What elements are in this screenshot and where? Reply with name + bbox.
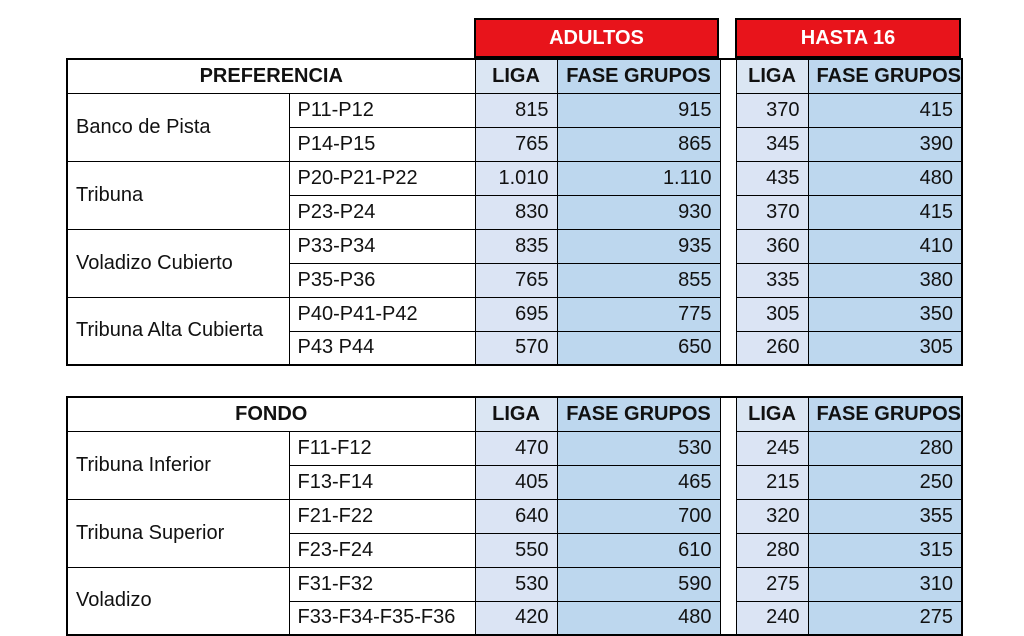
hasta16-liga-price: 215 [736,465,808,499]
column-gap [720,195,736,229]
sector-code: F13-F14 [289,465,475,499]
table-row [67,161,962,195]
column-gap [720,127,736,161]
hasta16-liga-price: 335 [736,263,808,297]
sector-code: P33-P34 [289,229,475,263]
adultos-fase-grupos-price: 480 [557,601,720,635]
hasta16-fase-grupos-price: 310 [808,567,962,601]
adultos-fase-grupos-header: FASE GRUPOS [557,59,720,93]
header-row [67,397,962,431]
hasta16-liga-price: 305 [736,297,808,331]
adultos-liga-price: 815 [475,93,557,127]
hasta16-fase-grupos-header: FASE GRUPOS [808,397,962,431]
hasta16-fase-grupos-price: 410 [808,229,962,263]
hasta16-fase-grupos-header: FASE GRUPOS [808,59,962,93]
sector-code: P43 P44 [289,331,475,365]
sector-code: P23-P24 [289,195,475,229]
hasta16-fase-grupos-price: 350 [808,297,962,331]
adultos-liga-price: 570 [475,331,557,365]
group-label: Tribuna Superior [67,499,289,567]
adultos-fase-grupos-price: 915 [557,93,720,127]
sector-code: P20-P21-P22 [289,161,475,195]
header-adultos: ADULTOS [474,18,719,58]
hasta16-liga-price: 280 [736,533,808,567]
header-row [67,59,962,93]
table-row [67,431,962,465]
adultos-liga-price: 420 [475,601,557,635]
sector-code: P40-P41-P42 [289,297,475,331]
column-gap [720,59,736,93]
group-label: Banco de Pista [67,93,289,161]
hasta16-fase-grupos-price: 250 [808,465,962,499]
table-row [67,567,962,601]
table-row [67,229,962,263]
hasta16-fase-grupos-price: 280 [808,431,962,465]
adultos-fase-grupos-price: 1.110 [557,161,720,195]
column-gap [720,229,736,263]
table-row [67,499,962,533]
adultos-fase-grupos-price: 530 [557,431,720,465]
column-gap [720,93,736,127]
adultos-fase-grupos-price: 465 [557,465,720,499]
sector-code: P11-P12 [289,93,475,127]
adultos-liga-price: 405 [475,465,557,499]
hasta16-liga-price: 360 [736,229,808,263]
sector-code: P14-P15 [289,127,475,161]
adultos-liga-header: LIGA [475,59,557,93]
hasta16-liga-price: 275 [736,567,808,601]
hasta16-fase-grupos-price: 390 [808,127,962,161]
adultos-fase-grupos-price: 935 [557,229,720,263]
column-gap [720,431,736,465]
fondo-table [66,396,963,636]
adultos-fase-grupos-price: 930 [557,195,720,229]
table-row [67,93,962,127]
column-gap [720,331,736,365]
hasta16-fase-grupos-price: 305 [808,331,962,365]
adultos-fase-grupos-price: 590 [557,567,720,601]
adultos-fase-grupos-header: FASE GRUPOS [557,397,720,431]
preferencia-table [66,58,963,366]
hasta16-liga-header: LIGA [736,59,808,93]
adultos-fase-grupos-price: 650 [557,331,720,365]
sector-code: F23-F24 [289,533,475,567]
adultos-liga-price: 530 [475,567,557,601]
group-label: Tribuna Inferior [67,431,289,499]
adultos-liga-header: LIGA [475,397,557,431]
hasta16-liga-price: 320 [736,499,808,533]
adultos-fase-grupos-price: 865 [557,127,720,161]
adultos-liga-price: 640 [475,499,557,533]
sector-code: F33-F34-F35-F36 [289,601,475,635]
table-row [67,297,962,331]
adultos-liga-price: 1.010 [475,161,557,195]
hasta16-liga-price: 370 [736,93,808,127]
adultos-liga-price: 830 [475,195,557,229]
column-gap [720,297,736,331]
column-gap [720,161,736,195]
hasta16-fase-grupos-price: 275 [808,601,962,635]
hasta16-fase-grupos-price: 380 [808,263,962,297]
hasta16-fase-grupos-price: 315 [808,533,962,567]
hasta16-liga-price: 435 [736,161,808,195]
sector-code: F21-F22 [289,499,475,533]
adultos-liga-price: 470 [475,431,557,465]
fondo-title: FONDO [67,397,475,431]
sector-code: F31-F32 [289,567,475,601]
column-gap [720,263,736,297]
hasta16-fase-grupos-price: 355 [808,499,962,533]
column-gap [720,397,736,431]
hasta16-fase-grupos-price: 415 [808,93,962,127]
hasta16-liga-price: 370 [736,195,808,229]
hasta16-fase-grupos-price: 415 [808,195,962,229]
adultos-fase-grupos-price: 775 [557,297,720,331]
adultos-liga-price: 835 [475,229,557,263]
column-gap [720,499,736,533]
hasta16-liga-price: 345 [736,127,808,161]
adultos-fase-grupos-price: 855 [557,263,720,297]
hasta16-liga-price: 240 [736,601,808,635]
adultos-fase-grupos-price: 610 [557,533,720,567]
header-hasta-16: HASTA 16 [735,18,961,58]
adultos-liga-price: 695 [475,297,557,331]
preferencia-title: PREFERENCIA [67,59,475,93]
hasta16-liga-header: LIGA [736,397,808,431]
column-gap [720,465,736,499]
adultos-liga-price: 550 [475,533,557,567]
adultos-liga-price: 765 [475,127,557,161]
hasta16-liga-price: 260 [736,331,808,365]
column-gap [720,567,736,601]
adultos-fase-grupos-price: 700 [557,499,720,533]
hasta16-fase-grupos-price: 480 [808,161,962,195]
column-gap [720,533,736,567]
sector-code: P35-P36 [289,263,475,297]
sector-code: F11-F12 [289,431,475,465]
hasta16-liga-price: 245 [736,431,808,465]
group-label: Voladizo Cubierto [67,229,289,297]
group-label: Tribuna Alta Cubierta [67,297,289,365]
group-label: Voladizo [67,567,289,635]
adultos-liga-price: 765 [475,263,557,297]
group-label: Tribuna [67,161,289,229]
